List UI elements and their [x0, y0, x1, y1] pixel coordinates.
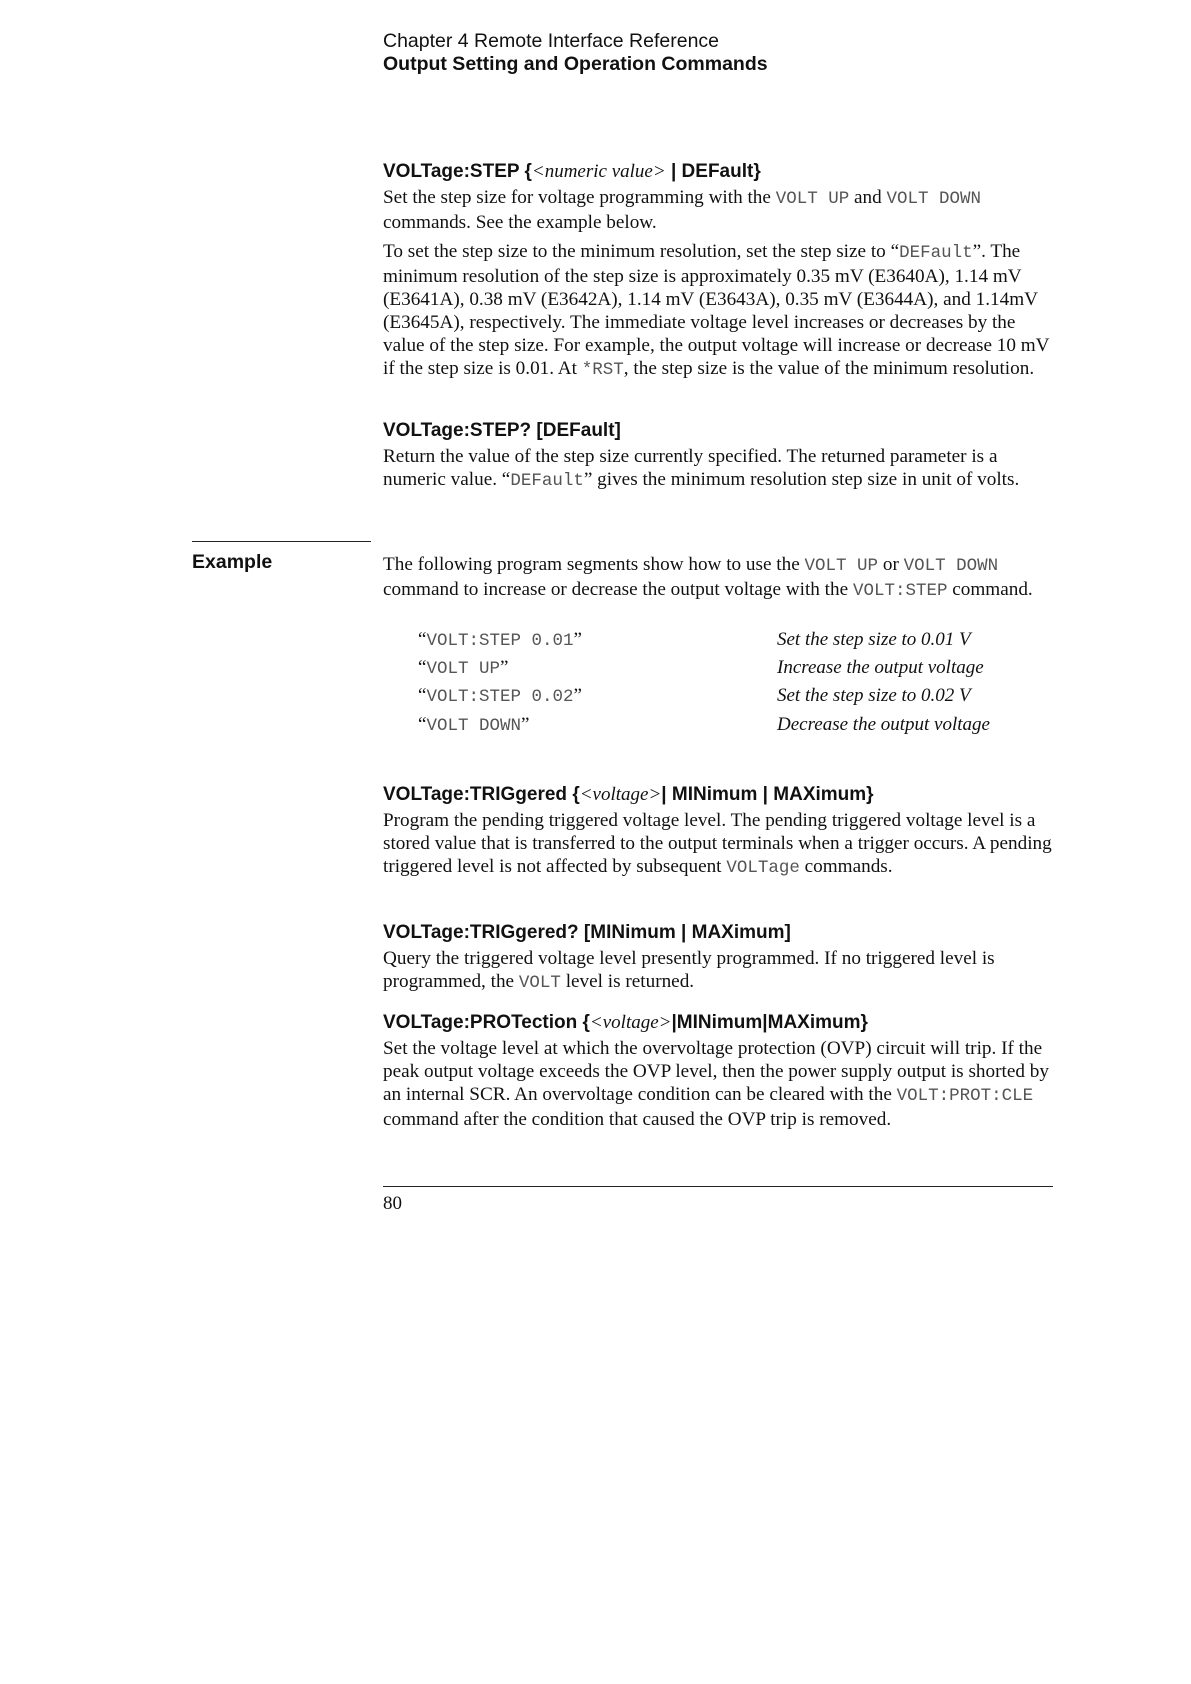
example-row — [418, 684, 1058, 708]
triggered-description: Program the pending triggered voltage level. The pending triggered voltage level is a stored value that is transferred to the output terminals when a trigger occurs. A pending triggered level is not affected by subsequent VOLTage commands. — [383, 810, 1052, 878]
example-code: “VOLT:STEP 0.01” — [418, 629, 582, 651]
example-code: “VOLT UP” — [418, 657, 509, 679]
example-comment: Increase the output voltage — [777, 657, 984, 678]
step-query-block — [383, 419, 1053, 493]
step-query-description: Return the value of the step size currently specified. The returned parameter is a numeric value. “DEFault” gives the minimum resolution step size in unit of volts. — [383, 446, 1020, 491]
section-title: Output Setting and Operation Commands — [383, 53, 768, 75]
protection-command-block — [383, 1011, 1053, 1131]
step-description: Set the step size for voltage programming with the VOLT UP and VOLT DOWN commands. See the example below. — [383, 187, 982, 233]
example-code: “VOLT:STEP 0.02” — [418, 685, 582, 707]
page-number: 80 — [383, 1193, 402, 1214]
example-intro: The following program segments show how to use the VOLT UP or VOLT DOWN command to increase or decrease the output voltage with the VOLT:STEP command. — [383, 554, 1033, 601]
triggered-command-block — [383, 783, 1053, 880]
step-resolution-text: To set the step size to the minimum resolution, set the step size to “DEFault”. The minimum resolution of the step size is approximately 0.35 mV (E3640A), 1.14 mV (E3641A), 0.38 mV (E3642A), 1.14 mV (E3643A), 0.35 mV (E3644A), and 1.14mV (E3645A), respectively. The immediate voltage level increases or decreases by the value of the step size. For example, the output voltage will increase or decrease 10 mV if the step size is 0.01. At *RST, the step size is the value of the minimum resolution. — [383, 241, 1050, 380]
example-comment: Decrease the output voltage — [777, 714, 990, 735]
example-row — [418, 628, 1058, 652]
protection-command-heading: VOLTage:PROTection {<voltage>|MINimum|MAXimum} — [383, 1012, 868, 1033]
example-row — [418, 656, 1058, 680]
step-command-heading: VOLTage:STEP {<numeric value> | DEFault} — [383, 161, 761, 182]
triggered-query-description: Query the triggered voltage level presently programmed. If no triggered level is programmed, the VOLT level is returned. — [383, 948, 995, 993]
step-command-block — [383, 160, 1053, 382]
step-query-heading: VOLTage:STEP? [DEFault] — [383, 420, 621, 441]
example-label: Example — [192, 551, 273, 573]
protection-description: Set the voltage level at which the overvoltage protection (OVP) circuit will trip. If the peak output voltage exceeds the OVP level, then the power supply output is shorted by an internal SCR. An overvoltage condition can be cleared with the VOLT:PROT:CLE command after the condition that caused the OVP trip is removed. — [383, 1038, 1049, 1130]
page-header — [383, 30, 768, 76]
triggered-command-heading: VOLTage:TRIGgered {<voltage>| MINimum | MAXimum} — [383, 784, 874, 805]
chapter-title: Chapter 4 Remote Interface Reference — [383, 30, 720, 52]
footer-rule — [383, 1186, 1053, 1187]
example-comment: Set the step size to 0.01 V — [777, 629, 971, 650]
example-code: “VOLT DOWN” — [418, 714, 530, 736]
triggered-query-block — [383, 921, 1053, 995]
example-rule — [192, 541, 371, 542]
triggered-query-heading: VOLTage:TRIGgered? [MINimum | MAXimum] — [383, 922, 791, 943]
example-comment: Set the step size to 0.02 V — [777, 685, 971, 706]
example-row — [418, 713, 1058, 737]
